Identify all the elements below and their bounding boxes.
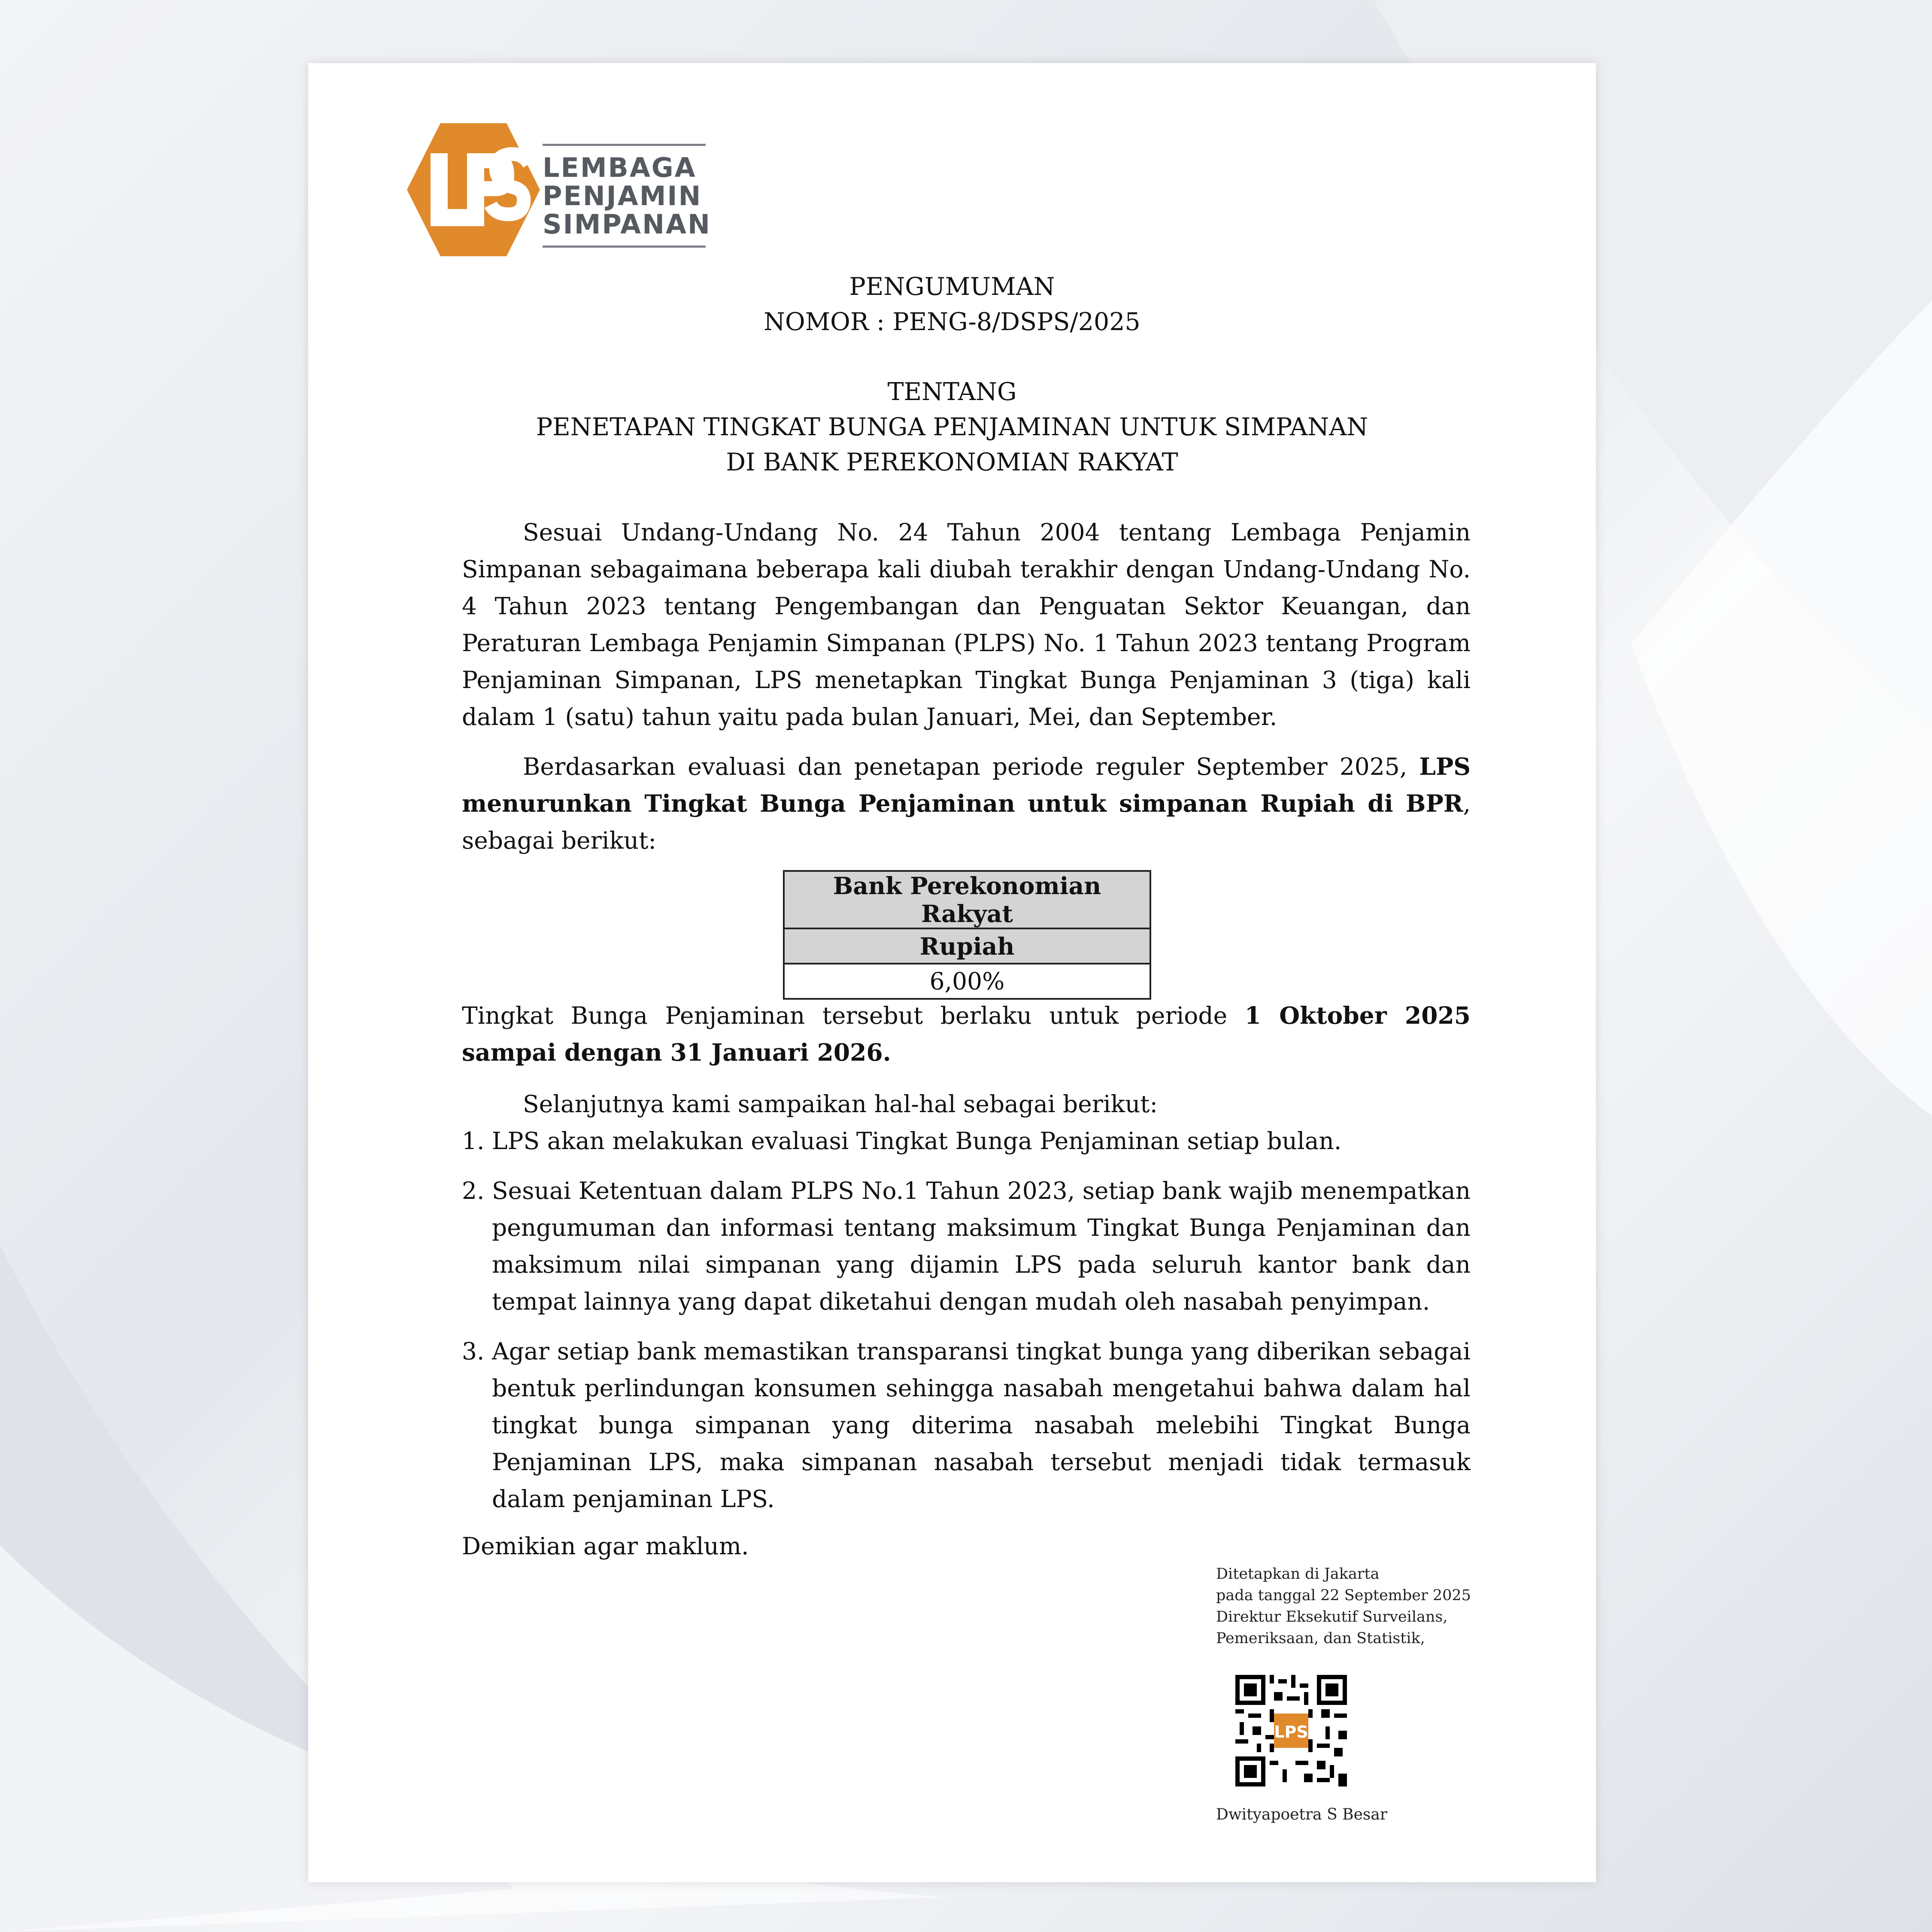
closing-text: Demikian agar maklum.	[462, 1532, 749, 1560]
logo-line-3: SIMPANAN	[543, 209, 711, 240]
document-page	[308, 63, 1596, 1882]
signature-position-2: Pemeriksaan, dan Statistik,	[1216, 1630, 1425, 1647]
signature-place: Ditetapkan di Jakarta	[1216, 1565, 1380, 1583]
list-item-text: LPS akan melakukan evaluasi Tingkat Bunga Penjaminan setiap bulan.	[492, 1127, 1342, 1155]
lps-logo	[407, 123, 733, 256]
paragraph-followup	[462, 1086, 1471, 1122]
logo-wordmark	[543, 144, 711, 248]
rate-table-header-currency: Rupiah	[784, 928, 1150, 964]
list-item	[462, 1122, 1471, 1159]
paragraph-2-start: Berdasarkan evaluasi dan penetapan periode reguler September 2025,	[523, 753, 1419, 780]
list-item-number: 2.	[462, 1177, 485, 1204]
paragraph-decision	[462, 748, 1471, 859]
paragraph-3-start: Tingkat Bunga Penjaminan tersebut berlaku untuk periode	[462, 1002, 1245, 1029]
list-item-number: 3.	[462, 1338, 485, 1365]
logo-line-1: LEMBAGA	[543, 152, 697, 183]
signature-date: pada tanggal 22 September 2025	[1216, 1587, 1471, 1604]
paragraph-legal-basis	[462, 514, 1471, 735]
rate-table-header-bank: Bank Perekonomian Rakyat	[784, 871, 1150, 928]
signature-position-1: Direktur Eksekutif Surveilans,	[1216, 1608, 1448, 1626]
qr-code-icon	[1235, 1675, 1347, 1786]
list-item	[462, 1333, 1471, 1517]
announcement-header	[308, 269, 1596, 340]
subject-line-1: PENETAPAN TINGKAT BUNGA PENJAMINAN UNTUK SIMPANAN	[536, 413, 1368, 441]
paragraph-2-bold: LPS menurunkan Tingkat Bunga Penjaminan untuk simpanan Rupiah di BPR	[462, 752, 1471, 817]
list-item-number: 1.	[462, 1127, 485, 1155]
list-item-text: Agar setiap bank memastikan transparansi tingkat bunga yang diberikan sebagai bentuk perlindungan konsumen sehingga nasabah mengetahui bahwa dalam hal tingkat bunga simpanan yang diterima nasabah melebihi Tingkat Bunga Penjaminan LPS, maka simpanan nasabah tersebut menjadi tidak termasuk dalam penjaminan LPS.	[492, 1338, 1471, 1513]
rate-table-value: 6,00%	[784, 964, 1150, 999]
paragraph-4-text: Selanjutnya kami sampaikan hal-hal sebagai berikut:	[523, 1090, 1158, 1118]
closing-statement	[462, 1528, 1471, 1565]
announcement-number: NOMOR : PENG-8/DSPS/2025	[764, 308, 1140, 336]
subject-line-2: DI BANK PEREKONOMIAN RAKYAT	[726, 448, 1178, 476]
paragraph-3-bold: 1 Oktober 2025 sampai dengan 31 Januari 2026.	[462, 1001, 1471, 1066]
lps-logo-icon	[407, 123, 540, 256]
list-item	[462, 1172, 1471, 1320]
announcement-subject	[308, 374, 1596, 480]
logo-line-2: PENJAMIN	[543, 180, 702, 212]
qr-logo-mark: LPS	[1274, 1723, 1308, 1741]
rate-table	[783, 870, 1151, 1000]
announcement-title: PENGUMUMAN	[849, 273, 1055, 301]
list-item-text: Sesuai Ketentuan dalam PLPS No.1 Tahun 2023, setiap bank wajib menempatkan pengumuman dan informasi tentang maksimum Tingkat Bunga Penjaminan dan maksimum nilai simpanan yang dijamin LPS pada seluruh kantor bank dan tempat lainnya yang dapat diketahui dengan mudah oleh nasabah penyimpan.	[492, 1177, 1471, 1315]
notes-list	[462, 1122, 1471, 1530]
subject-about: TENTANG	[887, 378, 1017, 406]
signer-name: Dwityapoetra S Besar	[1216, 1806, 1388, 1823]
paragraph-1-text: Sesuai Undang-Undang No. 24 Tahun 2004 tentang Lembaga Penjamin Simpanan sebagaimana beberapa kali diubah terakhir dengan Undang-Undang No. 4 Tahun 2023 tentang Pengembangan dan Penguatan Sektor Keuangan, dan Peraturan Lembaga Penjamin Simpanan (PLPS) No. 1 Tahun 2023 tentang Program Penjaminan Simpanan, LPS menetapkan Tingkat Bunga Penjaminan 3 (tiga) kali dalam 1 (satu) tahun yaitu pada bulan Januari, Mei, dan September.	[462, 519, 1471, 731]
paragraph-2-end: , sebagai berikut:	[462, 790, 1471, 854]
paragraph-period	[462, 997, 1471, 1071]
signature-block	[1216, 1563, 1482, 1649]
